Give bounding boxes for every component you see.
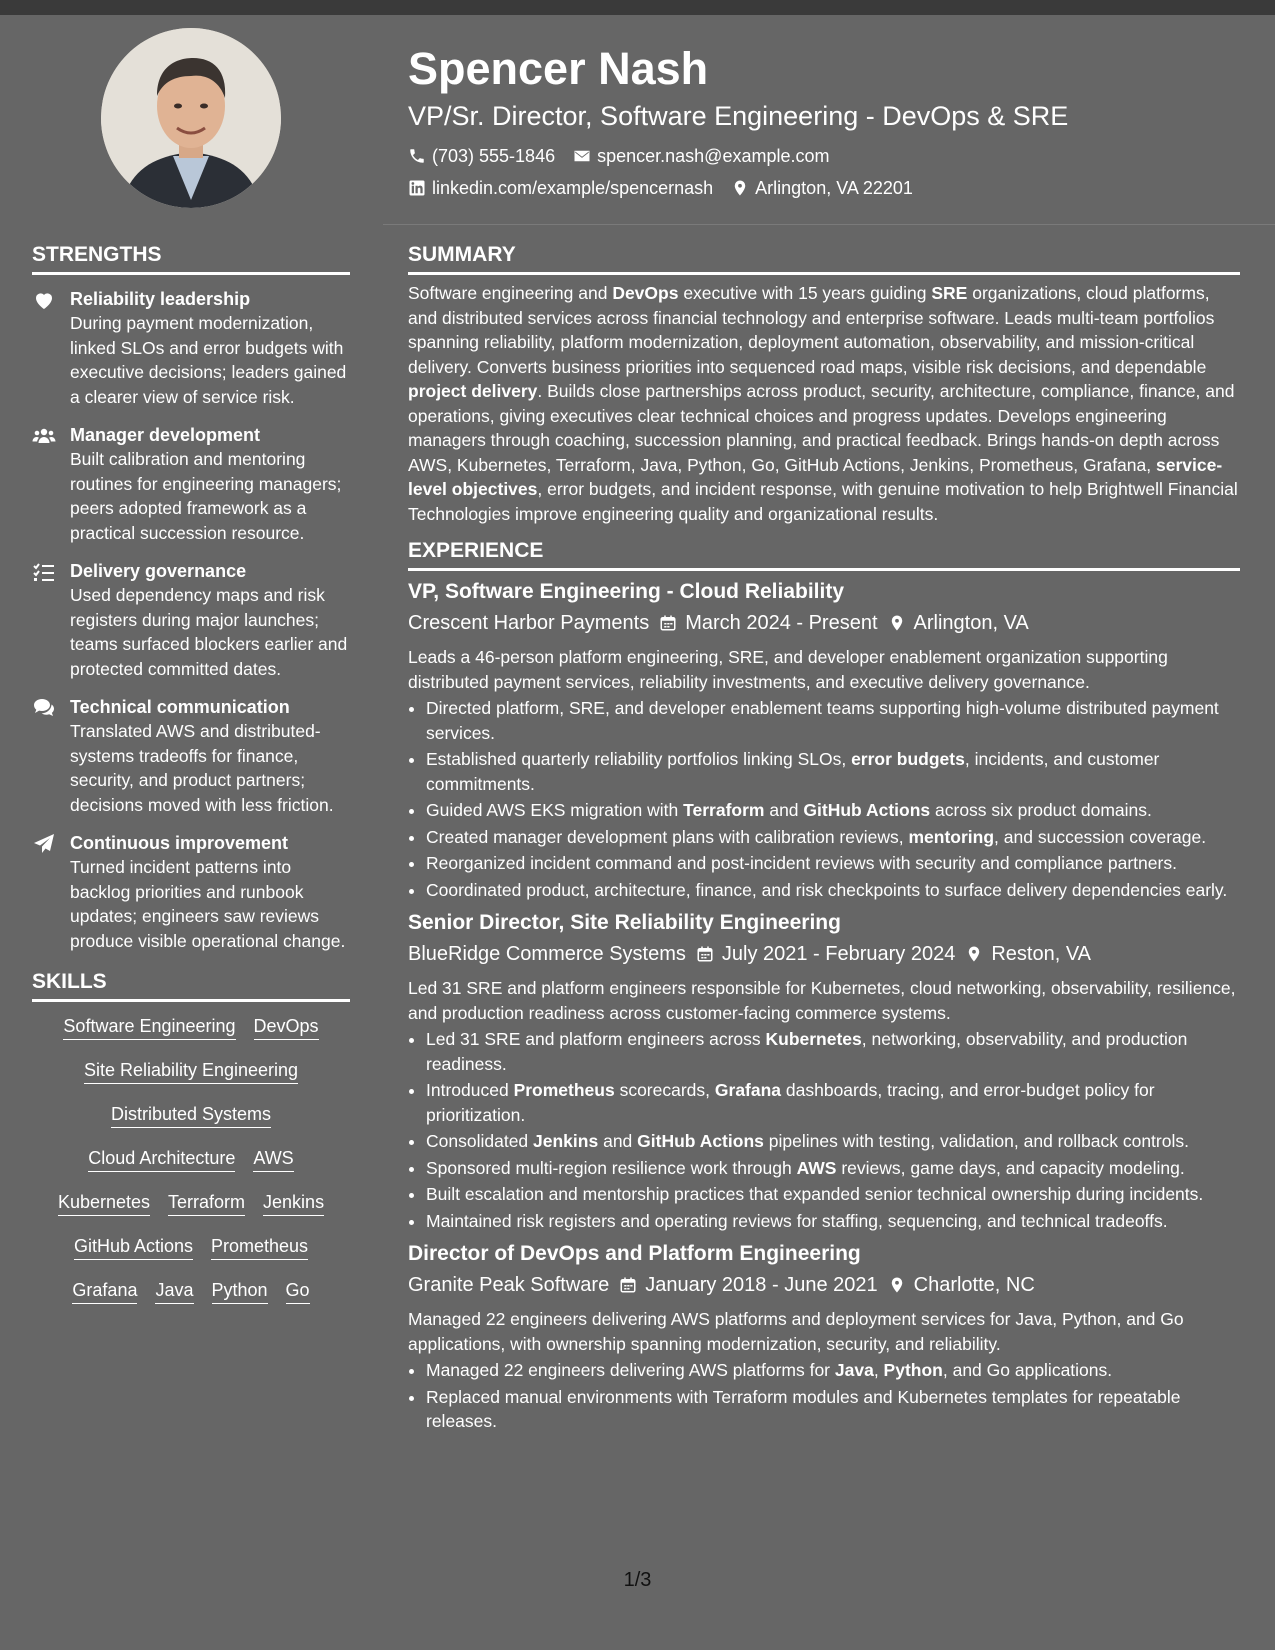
- job-bullet: [426, 1209, 1240, 1234]
- strength-item: [32, 559, 350, 681]
- map-marker-icon: [731, 179, 749, 197]
- job-description: Led 31 SRE and platform engineers responsible for Kubernetes, cloud networking, observability, resilience, and production readiness across customer-facing commerce systems.: [408, 978, 1236, 1023]
- text-run: Led 31 SRE and platform engineers across: [426, 1029, 766, 1049]
- top-bar: [0, 0, 1275, 15]
- strengths-list: [32, 287, 350, 953]
- left-column: [32, 240, 350, 1322]
- strength-title: Technical communication: [70, 697, 290, 717]
- job-bullets: [408, 1358, 1240, 1434]
- strength-title: Manager development: [70, 425, 261, 445]
- strength-desc: Built calibration and mentoring routines for engineering managers; peers adopted framework as a practical succession resource.: [70, 449, 342, 543]
- job-entry: [408, 577, 1240, 902]
- strength-desc: During payment modernization, linked SLOs and error budgets with executive decisions; leaders gained a clearer view of service risk.: [70, 313, 347, 407]
- skill-tag: GitHub Actions: [74, 1234, 193, 1260]
- strength-title: Reliability leadership: [70, 289, 251, 309]
- strength-title: Delivery governance: [70, 561, 247, 581]
- skill-tag: Distributed Systems: [111, 1102, 271, 1128]
- profile-photo: [101, 28, 281, 208]
- text-run: Coordinated product, architecture, finance, and risk checkpoints to surface delivery dependencies early.: [426, 879, 1228, 900]
- job-bullet: [426, 1358, 1240, 1383]
- map-marker-icon: [965, 945, 983, 963]
- bold-text: AWS: [796, 1157, 837, 1178]
- calendar-icon: [696, 945, 714, 963]
- text-run: Established quarterly reliability portfolios linking SLOs,: [426, 749, 852, 769]
- text-run: Directed platform, SRE, and developer enablement teams supporting high-volume distributed payment services.: [426, 698, 1219, 743]
- job-description: Managed 22 engineers delivering AWS platforms and deployment services for Java, Python, and Go applications, with ownership spanning modernization, security, and reliability.: [408, 1309, 1184, 1354]
- job-bullet: [426, 1129, 1240, 1154]
- email-contact: [573, 140, 829, 172]
- text-run: Replaced manual environments with Terraform modules and Kubernetes templates for repeatable releases.: [426, 1386, 1181, 1431]
- location-contact: [731, 172, 913, 204]
- map-marker-icon: [888, 614, 906, 632]
- skill-tag: Go: [286, 1278, 310, 1304]
- linkedin-text[interactable]: linkedin.com/example/spencernash: [432, 178, 714, 198]
- paper-plane-icon: [32, 832, 56, 856]
- job-title: Director of DevOps and Platform Engineering: [408, 1242, 861, 1265]
- text-run: , and Go applications.: [942, 1360, 1113, 1380]
- candidate-name: Spencer Nash: [408, 43, 709, 94]
- strengths-rule: [32, 272, 350, 275]
- summary-heading: SUMMARY: [408, 243, 516, 266]
- strength-text: [70, 287, 350, 409]
- job-dates: [659, 607, 877, 639]
- linkedin-contact: [408, 172, 713, 204]
- bold-text: SRE: [931, 283, 968, 303]
- text-run: Introduced: [426, 1080, 514, 1100]
- text-run: dashboards, tracing, and error-budget policy for prioritization.: [426, 1080, 1155, 1125]
- strength-desc: Turned incident patterns into backlog priorities and runbook updates; engineers saw reviews produce visible operational change.: [70, 857, 346, 951]
- job-bullet: [426, 1078, 1240, 1127]
- job-bullets: [408, 696, 1240, 902]
- text-run: and: [598, 1131, 638, 1151]
- bold-text: service-level objectives: [408, 454, 1223, 499]
- experience-rule: [408, 568, 1240, 571]
- heart-icon: [32, 288, 56, 312]
- skill-row: [32, 1146, 350, 1172]
- job-bullet: [426, 1182, 1240, 1207]
- job-bullet: [426, 1156, 1240, 1181]
- text-run: Maintained risk registers and operating reviews for staffing, sequencing, and technical tradeoffs.: [426, 1210, 1168, 1231]
- strength-desc: Used dependency maps and risk registers during major launches; teams surfaced blockers earlier and protected committed dates.: [70, 585, 348, 679]
- skills-heading: SKILLS: [32, 970, 107, 993]
- linkedin-icon: [408, 179, 426, 197]
- job-entry: [408, 1239, 1240, 1434]
- text-run: Guided AWS EKS migration with: [426, 800, 684, 820]
- summary-text: [408, 281, 1240, 526]
- bold-text: DevOps: [612, 283, 679, 303]
- skill-tag: Software Engineering: [63, 1014, 235, 1040]
- skill-row: [32, 1278, 350, 1304]
- text-run: scorecards,: [614, 1080, 715, 1100]
- skill-tag: AWS: [253, 1146, 293, 1172]
- text-run: Sponsored multi-region resilience work through: [426, 1157, 797, 1178]
- strength-text: [70, 831, 350, 953]
- skill-tag: Jenkins: [263, 1190, 324, 1216]
- bold-text: Terraform: [683, 800, 765, 820]
- job-bullet: [426, 1027, 1240, 1076]
- job-bullet: [426, 1385, 1240, 1434]
- checklist-icon: [32, 560, 56, 584]
- contact-row-2: [408, 172, 1258, 204]
- strength-item: [32, 423, 350, 545]
- skill-tag: Prometheus: [211, 1234, 308, 1260]
- comments-icon: [32, 696, 56, 720]
- skill-tag: Python: [212, 1278, 268, 1304]
- text-run: , incidents, and customer commitments.: [426, 749, 1160, 794]
- header-divider: [383, 224, 1275, 225]
- candidate-title: VP/Sr. Director, Software Engineering - DevOps & SRE: [408, 101, 1069, 131]
- map-marker-icon: [888, 1276, 906, 1294]
- job-meta: [408, 938, 1240, 970]
- job-location-text: Charlotte, NC: [913, 1274, 1035, 1296]
- job-meta: [408, 1269, 1240, 1301]
- text-run: across six product domains.: [930, 800, 1152, 820]
- job-bullet: [426, 696, 1240, 745]
- strength-title: Continuous improvement: [70, 833, 289, 853]
- summary-rule: [408, 272, 1240, 275]
- job-bullet: [426, 798, 1240, 823]
- bold-text: project delivery: [408, 381, 538, 401]
- phone-icon: [408, 147, 426, 165]
- job-company: Crescent Harbor Payments: [408, 612, 650, 634]
- bold-text: error budgets: [851, 749, 965, 769]
- job-title: VP, Software Engineering - Cloud Reliability: [408, 580, 845, 603]
- text-run: Reorganized incident command and post-incident reviews with security and compliance partners.: [426, 853, 1177, 873]
- text-run: , error budgets, and incident response, with genuine motivation to help Brightwell Financial Technologies improve engineering quality and organizational results.: [408, 479, 1238, 524]
- text-run: Managed 22 engineers delivering AWS platforms for: [426, 1360, 835, 1380]
- right-column: [408, 240, 1240, 1436]
- skill-tag: Kubernetes: [58, 1190, 150, 1216]
- job-bullet: [426, 878, 1240, 903]
- page-number: 1/3: [623, 1569, 652, 1591]
- skill-tag: DevOps: [254, 1014, 319, 1040]
- location-text: Arlington, VA 22201: [755, 178, 913, 198]
- job-title: Senior Director, Site Reliability Engineering: [408, 911, 841, 934]
- job-dates-text: July 2021 - February 2024: [721, 943, 956, 965]
- strength-text: [70, 423, 350, 545]
- bold-text: Python: [883, 1360, 943, 1380]
- job-location-text: Reston, VA: [991, 943, 1092, 965]
- bold-text: mentoring: [908, 826, 995, 847]
- skill-tag: Java: [155, 1278, 193, 1304]
- job-bullet: [426, 747, 1240, 796]
- text-run: , and succession coverage.: [994, 826, 1207, 847]
- job-entry: [408, 908, 1240, 1233]
- text-run: executive with 15 years guiding: [678, 283, 932, 303]
- skill-tag: Grafana: [72, 1278, 137, 1304]
- job-dates: [696, 938, 955, 970]
- job-company: BlueRidge Commerce Systems: [408, 943, 686, 965]
- envelope-icon: [573, 147, 591, 165]
- strengths-heading: STRENGTHS: [32, 243, 162, 266]
- job-description: Leads a 46-person platform engineering, SRE, and developer enablement organization supporting distributed payment services, reliability investments, and executive delivery governance.: [408, 647, 1168, 692]
- text-run: Built escalation and mentorship practices that expanded senior technical ownership during incidents.: [426, 1184, 1204, 1204]
- job-company: Granite Peak Software: [408, 1274, 610, 1296]
- users-icon: [32, 424, 56, 448]
- calendar-icon: [659, 614, 677, 632]
- bold-text: Java: [834, 1360, 874, 1380]
- bold-text: Kubernetes: [765, 1029, 862, 1049]
- skill-row: [32, 1058, 350, 1084]
- job-meta: [408, 607, 1240, 639]
- skill-row: [32, 1234, 350, 1260]
- skill-row: [32, 1190, 350, 1216]
- email-text[interactable]: spencer.nash@example.com: [597, 146, 830, 166]
- skill-tag: Site Reliability Engineering: [84, 1058, 298, 1084]
- job-bullet: [426, 825, 1240, 850]
- skill-row: [32, 1102, 350, 1128]
- text-run: , networking, observability, and production readiness.: [426, 1029, 1188, 1074]
- strength-desc: Translated AWS and distributed-systems tradeoffs for finance, security, and product partners; decisions moved with less friction.: [70, 721, 334, 815]
- text-run: organizations, cloud platforms, and distributed services across financial technology and enterprise software. Leads multi-team portfolios spanning reliability, platform modernization, deployment automation, observability, and mission-critical delivery. Converts business priorities into sequenced road maps, visible risk decisions, and dependable: [408, 283, 1215, 377]
- job-location: [965, 938, 1091, 970]
- job-dates-text: January 2018 - June 2021: [645, 1274, 878, 1296]
- experience-heading: EXPERIENCE: [408, 539, 544, 562]
- bold-text: GitHub Actions: [637, 1131, 764, 1151]
- bold-text: Prometheus: [513, 1080, 615, 1100]
- bold-text: Jenkins: [533, 1131, 599, 1151]
- text-run: ,: [873, 1360, 884, 1380]
- job-bullet: [426, 851, 1240, 876]
- job-location-text: Arlington, VA: [913, 612, 1029, 634]
- strength-item: [32, 287, 350, 409]
- skill-tag: Cloud Architecture: [88, 1146, 235, 1172]
- strength-text: [70, 559, 350, 681]
- skills-rule: [32, 999, 350, 1002]
- skills-list: [32, 1014, 350, 1304]
- calendar-icon: [619, 1276, 637, 1294]
- skill-row: [32, 1014, 350, 1040]
- strength-item: [32, 831, 350, 953]
- text-run: Software engineering and: [408, 283, 613, 303]
- phone-contact: [408, 140, 555, 172]
- contact-row-1: [408, 140, 1258, 172]
- text-run: . Builds close partnerships across product, security, architecture, compliance, finance, and operations, giving executives clear technical choices and progress updates. Develops engineering managers through coaching, succession planning, and practical feedback. Brings hands-on depth across AWS, Kubernetes, Terraform, Java, Python, Go, GitHub Actions, Jenkins, Prometheus, Grafana,: [408, 381, 1235, 475]
- strength-item: [32, 695, 350, 817]
- text-run: Consolidated: [426, 1131, 534, 1151]
- bold-text: Grafana: [714, 1080, 782, 1100]
- bold-text: GitHub Actions: [803, 800, 931, 820]
- resume-header: [408, 40, 1258, 204]
- skill-tag: Terraform: [168, 1190, 245, 1216]
- strength-text: [70, 695, 350, 817]
- job-dates: [619, 1269, 877, 1301]
- job-location: [888, 607, 1029, 639]
- text-run: pipelines with testing, validation, and rollback controls.: [763, 1131, 1189, 1151]
- phone-text[interactable]: (703) 555-1846: [432, 146, 556, 166]
- text-run: and: [764, 800, 804, 820]
- text-run: Created manager development plans with calibration reviews,: [426, 826, 909, 847]
- jobs-list: [408, 577, 1240, 1434]
- job-dates-text: March 2024 - Present: [685, 612, 878, 634]
- text-run: reviews, game days, and capacity modeling.: [836, 1157, 1185, 1178]
- job-bullets: [408, 1027, 1240, 1233]
- job-location: [888, 1269, 1035, 1301]
